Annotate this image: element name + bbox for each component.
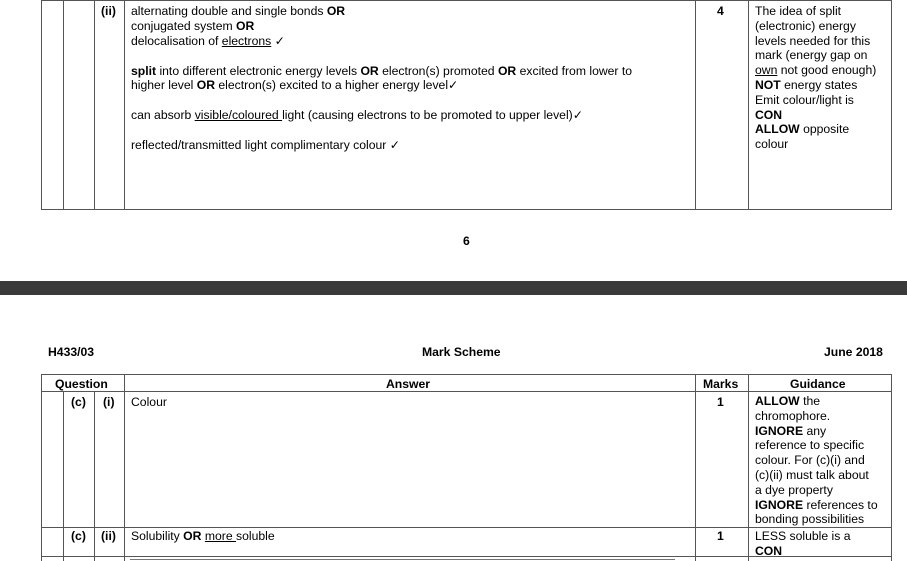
text-run: CON (755, 543, 783, 558)
col-divider (695, 0, 696, 210)
text-run: Colour (131, 395, 167, 409)
next-row-edge (130, 559, 675, 560)
col-divider (891, 374, 892, 561)
text-run: IGNORE (755, 423, 804, 438)
text-line (755, 394, 891, 409)
question-part: (c) (71, 529, 86, 543)
text-run: references to (803, 497, 878, 512)
text-line (755, 409, 891, 424)
answer-line (131, 138, 400, 153)
col-divider (63, 0, 64, 210)
text-run: LESS soluble is a (755, 529, 851, 543)
text-line (755, 34, 891, 49)
text-line (755, 93, 891, 108)
table-top-border (41, 0, 892, 1)
text-run: opposite (799, 122, 850, 137)
column-header-answer: Answer (386, 377, 431, 391)
text-run: OR (236, 19, 255, 33)
text-run: levels needed for this (755, 33, 871, 48)
text-run: OR (183, 529, 202, 543)
text-run: the (799, 394, 821, 408)
text-line (755, 529, 891, 544)
text-run: bonding possibilities (755, 512, 865, 527)
text-run: alternating double and single bonds (131, 4, 327, 18)
text-run: visible/coloured (194, 108, 283, 122)
text-line (131, 529, 275, 544)
col-divider (41, 0, 42, 210)
text-run: colour (755, 137, 789, 152)
answer-line (131, 19, 254, 34)
answer-line (131, 64, 632, 79)
text-run: reflected/transmitted light complimentary colour ✓ (131, 138, 400, 152)
marks-value: 1 (717, 529, 724, 543)
text-run: ALLOW (755, 122, 800, 137)
text-line (755, 544, 891, 559)
marks-value: 4 (717, 4, 724, 18)
col-divider (124, 0, 125, 210)
text-run: can absorb (131, 108, 195, 122)
text-run: soluble (236, 529, 275, 543)
text-run: OR (326, 4, 346, 18)
col-divider (695, 374, 696, 561)
text-line (755, 78, 891, 93)
text-run: OR (360, 64, 379, 78)
text-run: colour. For (c)(i) and (755, 453, 865, 468)
text-run: reference to specific (755, 438, 865, 453)
text-run: conjugated system (131, 19, 237, 33)
answer-text (131, 395, 167, 410)
text-run: electrons (221, 34, 272, 48)
text-line (755, 483, 891, 498)
text-run: ALLOW (755, 394, 800, 408)
answer-text (131, 529, 275, 544)
answer-line (131, 108, 583, 123)
text-line (755, 19, 891, 34)
text-run: energy states (780, 77, 858, 92)
col-divider (891, 0, 892, 210)
text-run: The idea of split (755, 4, 842, 18)
text-run: not good enough) (777, 63, 877, 78)
text-line (755, 4, 891, 19)
document-code: H433/03 (48, 345, 95, 359)
text-run: Solubility (131, 529, 184, 543)
col-divider (124, 374, 125, 561)
text-run: light (causing electrons to be promoted to upper level)✓ (282, 108, 583, 122)
text-line (755, 438, 891, 453)
text-run: any (803, 423, 827, 438)
text-run: OR (196, 78, 215, 92)
text-run: OR (497, 64, 517, 78)
page-number: 6 (463, 234, 470, 248)
text-run: own (755, 63, 778, 78)
col-divider (748, 374, 749, 561)
header-row-border (41, 391, 892, 392)
text-run: delocalisation of (131, 34, 222, 48)
column-header-marks: Marks (703, 377, 739, 391)
col-divider (63, 391, 64, 561)
table-top-border (41, 374, 892, 375)
text-line (755, 468, 891, 483)
text-run: higher level (131, 78, 197, 92)
text-run: more (204, 529, 236, 543)
guidance-text (755, 4, 891, 152)
col-divider (748, 0, 749, 210)
text-line (755, 63, 891, 78)
text-run: (electronic) energy (755, 18, 856, 33)
document-date: June 2018 (824, 345, 883, 359)
col-divider (41, 374, 42, 561)
text-line (755, 453, 891, 468)
text-run: Emit colour/light is (755, 92, 854, 107)
text-line (755, 498, 891, 513)
text-run: a dye property (755, 482, 833, 497)
text-run: chromophore. (755, 408, 831, 423)
page-break-divider (0, 281, 907, 295)
question-subpart: (i) (103, 395, 115, 409)
text-line (755, 424, 891, 439)
text-run: ✓ (271, 34, 285, 48)
col-divider (94, 0, 95, 210)
text-line (755, 137, 891, 152)
column-header-guidance: Guidance (790, 377, 846, 391)
col-divider (94, 391, 95, 561)
table-bottom-border (41, 209, 892, 210)
question-subpart: (ii) (101, 4, 116, 18)
question-part: (c) (71, 395, 86, 409)
text-run: CON (755, 107, 783, 122)
guidance-text (755, 529, 891, 559)
document-title: Mark Scheme (422, 345, 501, 359)
text-run: split (131, 64, 157, 78)
answer-line (131, 78, 458, 93)
text-line (755, 108, 891, 123)
text-run: NOT (755, 77, 781, 92)
text-run: mark (energy gap on (755, 48, 868, 63)
text-run: IGNORE (755, 497, 804, 512)
text-run: (c)(ii) must talk about (755, 467, 869, 482)
text-run: electron(s) promoted (378, 64, 498, 78)
text-line (755, 122, 891, 137)
answer-line (131, 4, 345, 19)
text-run: electron(s) excited to a higher energy level✓ (215, 78, 459, 92)
text-line (755, 512, 891, 527)
guidance-text (755, 394, 891, 527)
text-run: excited from lower to (516, 64, 633, 78)
text-run: into different electronic energy levels (156, 64, 361, 78)
marks-value: 1 (717, 395, 724, 409)
text-line (755, 48, 891, 63)
question-subpart: (ii) (101, 529, 116, 543)
column-header-question: Question (55, 377, 108, 391)
text-line (131, 395, 167, 410)
answer-line (131, 34, 285, 49)
